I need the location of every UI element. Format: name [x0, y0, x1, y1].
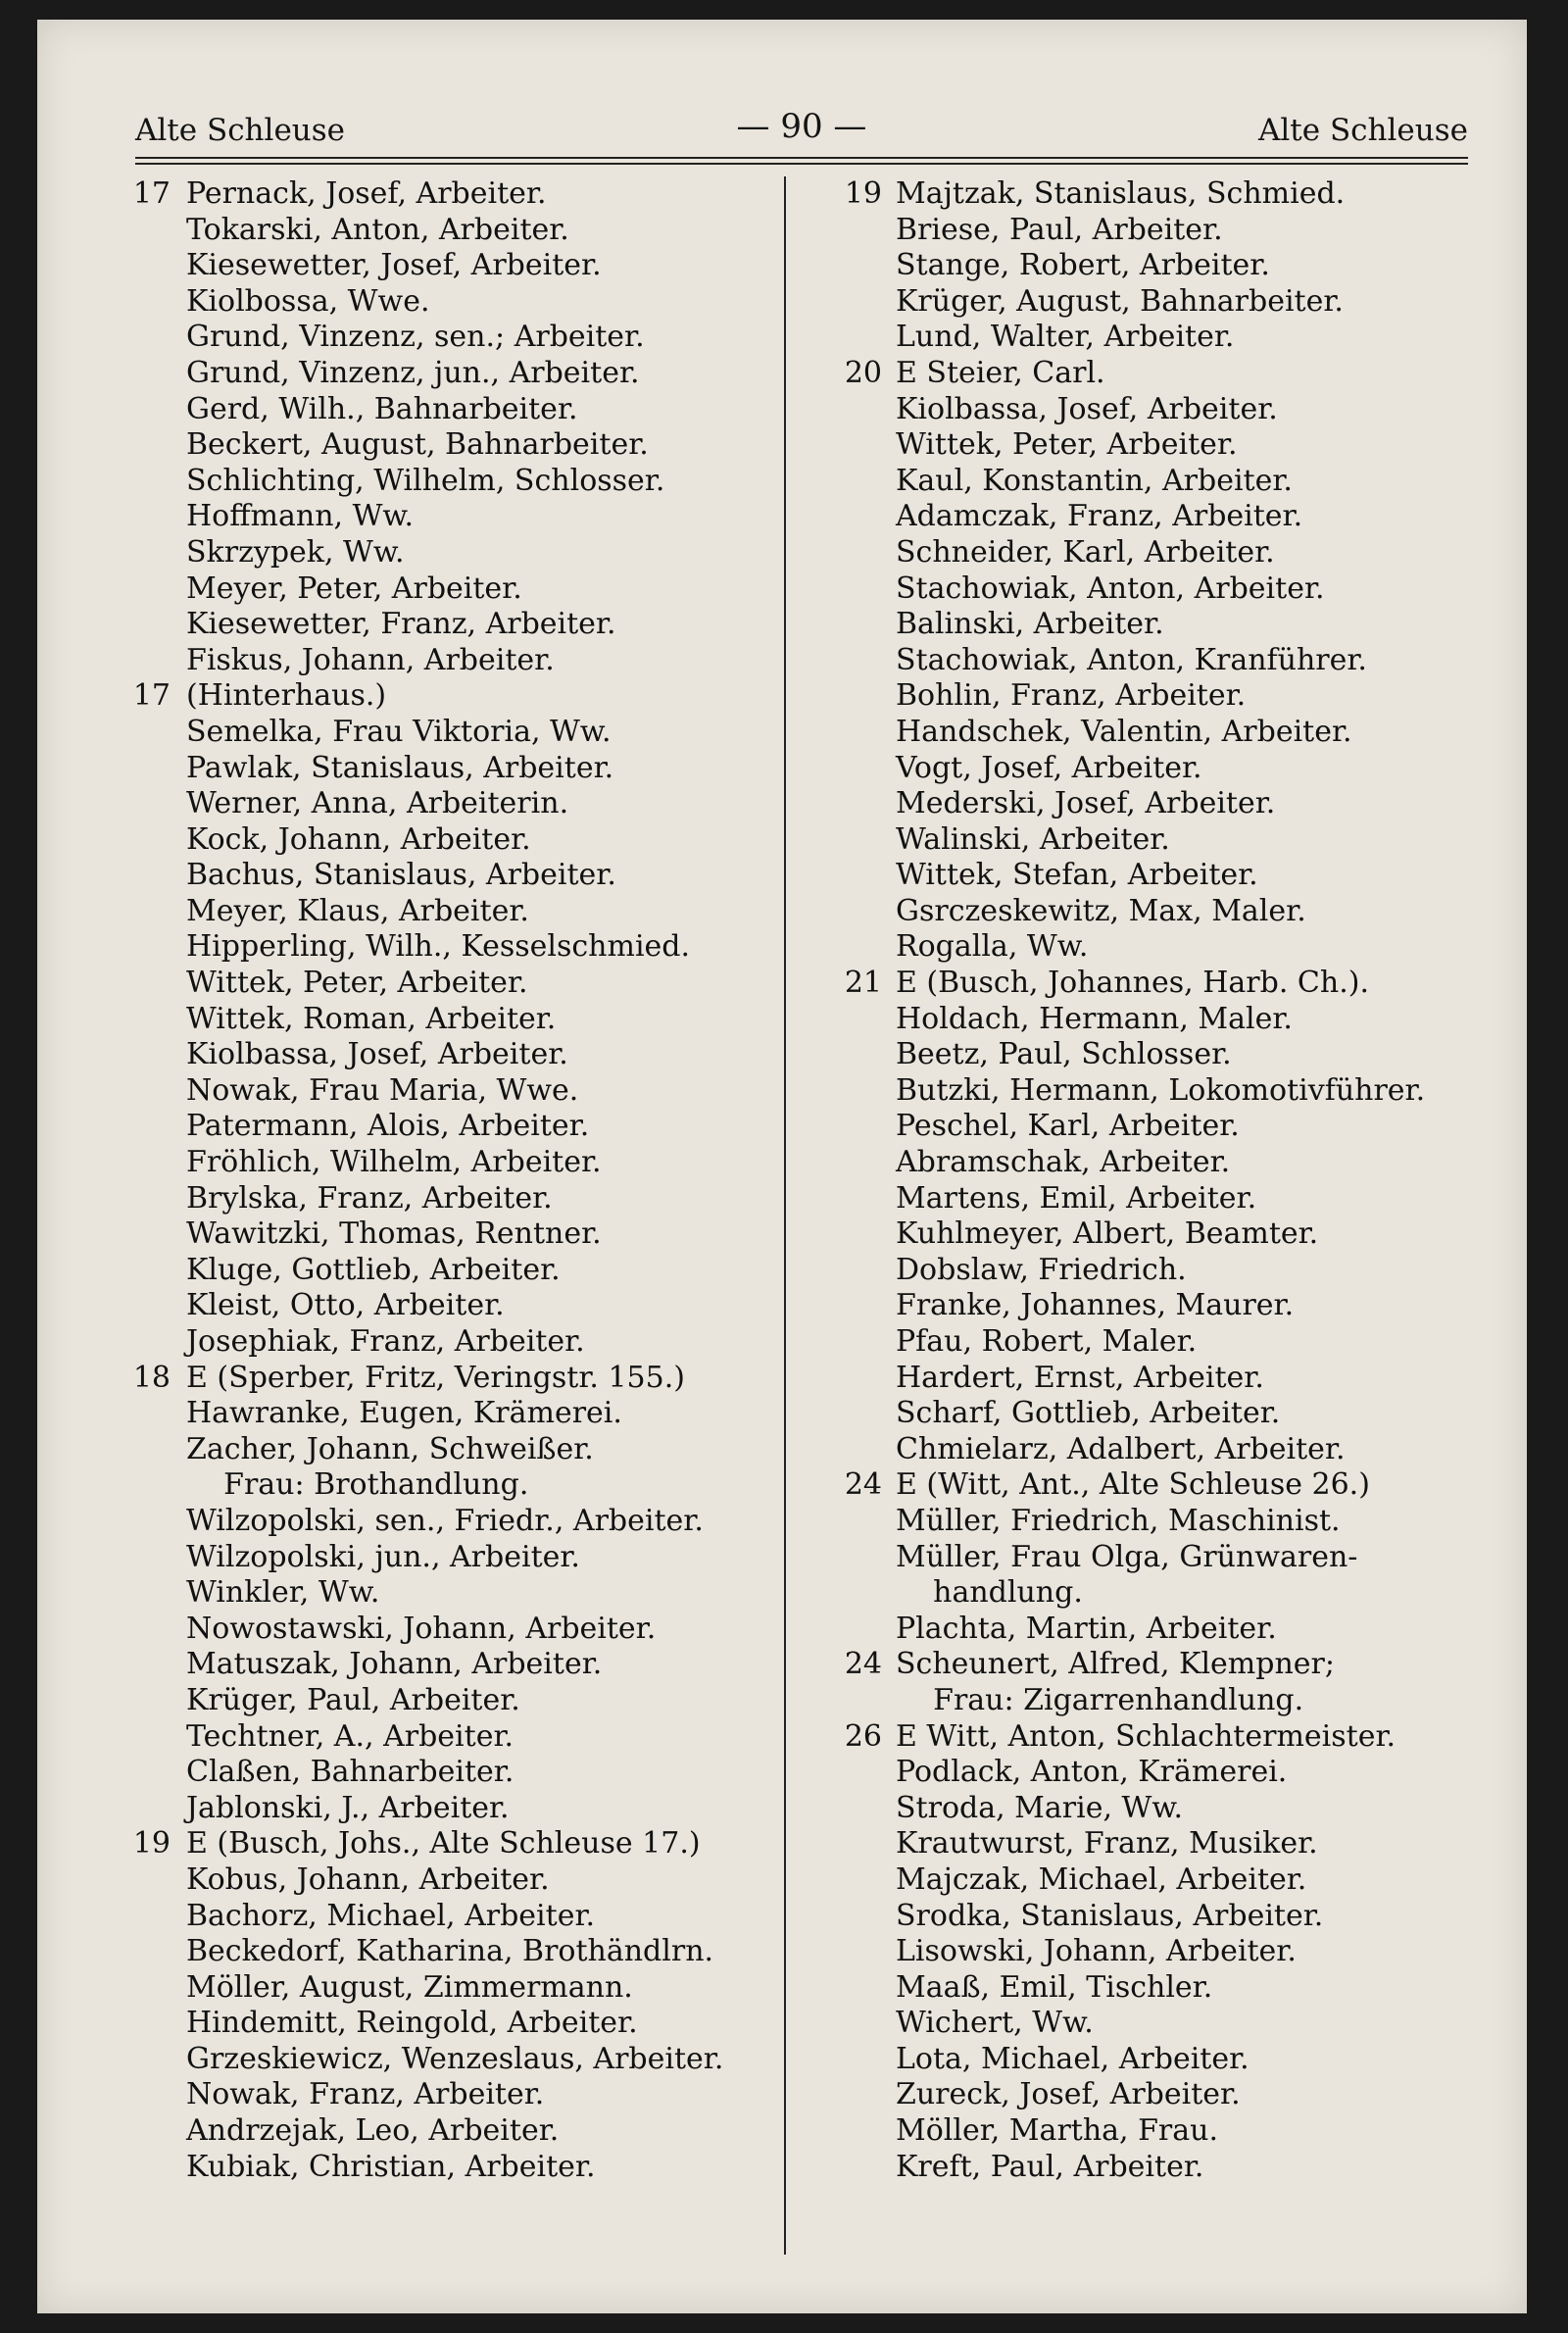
resident-entry: Nowak, Franz, Arbeiter. [186, 2077, 545, 2112]
resident-entry: Holdach, Hermann, Maler. [896, 1001, 1293, 1036]
directory-entry [106, 2077, 792, 2113]
resident-entry: Hardert, Ernst, Arbeiter. [896, 1360, 1264, 1395]
resident-entry: Müller, Frau Olga, Grünwaren- [896, 1539, 1358, 1574]
directory-entry [821, 1791, 1488, 1827]
directory-entry [106, 1540, 792, 1576]
resident-entry: Zureck, Josef, Arbeiter. [896, 2077, 1241, 2112]
house-number: 20 [844, 355, 882, 390]
resident-entry: Wittek, Stefan, Arbeiter. [896, 858, 1258, 893]
directory-entry [106, 929, 792, 966]
directory-entry [106, 1647, 792, 1683]
resident-entry: Martens, Emil, Arbeiter. [896, 1180, 1257, 1216]
resident-entry: Wittek, Roman, Arbeiter. [186, 1001, 557, 1036]
resident-entry: Kock, Johann, Arbeiter. [186, 821, 531, 857]
house-number: 26 [844, 1718, 882, 1754]
resident-entry: E Steier, Carl. [896, 355, 1105, 390]
directory-entry [106, 427, 792, 464]
directory-entry [821, 2150, 1488, 2186]
directory-entry [821, 2042, 1488, 2078]
directory-entry [821, 2077, 1488, 2113]
directory-entry [106, 894, 792, 930]
directory-entry [821, 1216, 1488, 1253]
directory-entry [106, 1467, 792, 1504]
directory-entry [821, 715, 1488, 751]
directory-entry [106, 176, 792, 213]
left-column [106, 176, 792, 2185]
resident-entry: Techtner, A., Arbeiter. [186, 1718, 514, 1754]
directory-entry [106, 1361, 792, 1397]
resident-entry: Wittek, Peter, Arbeiter. [186, 966, 528, 1001]
directory-entry [821, 894, 1488, 930]
resident-entry: Wittek, Peter, Arbeiter. [896, 427, 1238, 463]
resident-entry: Stange, Robert, Arbeiter. [896, 248, 1270, 283]
directory-entry [106, 1826, 792, 1862]
directory-entry [821, 1647, 1488, 1683]
directory-entry [106, 715, 792, 751]
right-column [821, 176, 1488, 2185]
resident-entry: Meyer, Peter, Arbeiter. [186, 571, 522, 606]
resident-entry: Rogalla, Ww. [896, 929, 1089, 965]
directory-entry [821, 858, 1488, 894]
directory-entry [821, 1612, 1488, 1648]
directory-entry [106, 678, 792, 715]
resident-entry: Wilzopolski, sen., Friedr., Arbeiter. [186, 1503, 704, 1538]
directory-entry [106, 1109, 792, 1145]
directory-entry [106, 1791, 792, 1827]
directory-entry [821, 678, 1488, 715]
directory-entry [106, 1288, 792, 1324]
directory-entry [106, 607, 792, 643]
resident-entry: Kiolbassa, Josef, Arbeiter. [896, 391, 1278, 426]
resident-entry: Fiskus, Johann, Arbeiter. [186, 642, 555, 677]
page-number: — 90 — [736, 107, 867, 146]
directory-entry [106, 1324, 792, 1361]
directory-entry [821, 1432, 1488, 1468]
resident-entry: Kiolbassa, Josef, Arbeiter. [186, 1037, 568, 1072]
resident-entry: Schlichting, Wilhelm, Schlosser. [186, 463, 665, 498]
resident-entry: Winkler, Ww. [186, 1575, 380, 1611]
resident-entry: Peschel, Karl, Arbeiter. [896, 1109, 1240, 1144]
resident-entry: Walinski, Arbeiter. [896, 821, 1170, 857]
directory-entry [106, 858, 792, 894]
house-number: 24 [844, 1467, 882, 1503]
directory-entry [106, 464, 792, 500]
resident-entry: Podlack, Anton, Krämerei. [896, 1755, 1288, 1790]
directory-entry [821, 176, 1488, 213]
resident-entry: Matuszak, Johann, Arbeiter. [186, 1647, 603, 1682]
directory-entry [106, 1504, 792, 1540]
house-number: 18 [132, 1360, 171, 1395]
resident-entry: Majtzak, Stanislaus, Schmied. [896, 176, 1346, 211]
directory-entry [106, 1755, 792, 1791]
directory-entry [106, 1073, 792, 1110]
directory-entry [821, 929, 1488, 966]
resident-entry: Wilzopolski, jun., Arbeiter. [186, 1539, 580, 1574]
directory-entry [821, 966, 1488, 1002]
resident-entry: Claßen, Bahnarbeiter. [186, 1755, 514, 1790]
resident-entry: Kuhlmeyer, Albert, Beamter. [896, 1216, 1319, 1252]
directory-entry [106, 2006, 792, 2042]
running-head-right: Alte Schleuse [1257, 113, 1468, 148]
resident-entry: Kiesewetter, Josef, Arbeiter. [186, 248, 602, 283]
resident-entry: Handschek, Valentin, Arbeiter. [896, 714, 1352, 749]
directory-entry [821, 2006, 1488, 2042]
directory-entry [106, 1899, 792, 1935]
resident-entry: Lota, Michael, Arbeiter. [896, 2041, 1250, 2076]
directory-entry [821, 248, 1488, 284]
resident-entry: Briese, Paul, Arbeiter. [896, 212, 1223, 247]
resident-entry: Frau: Brothandlung. [186, 1467, 529, 1503]
resident-entry: Scharf, Gottlieb, Arbeiter. [896, 1396, 1281, 1431]
resident-entry: Josephiak, Franz, Arbeiter. [186, 1324, 585, 1359]
resident-entry: Möller, August, Zimmermann. [186, 1969, 633, 2005]
resident-entry: Dobslaw, Friedrich. [896, 1252, 1187, 1287]
resident-entry: Adamczak, Franz, Arbeiter. [896, 499, 1303, 534]
resident-entry: handlung. [896, 1575, 1083, 1611]
directory-entry [821, 1361, 1488, 1397]
directory-entry [821, 1396, 1488, 1432]
directory-entry [106, 966, 792, 1002]
directory-entry [821, 1575, 1488, 1612]
directory-entry [821, 571, 1488, 608]
directory-entry [106, 1719, 792, 1756]
directory-entry [821, 607, 1488, 643]
resident-entry: Wawitzki, Thomas, Rentner. [186, 1216, 602, 1252]
directory-entry [106, 1862, 792, 1899]
house-number: 24 [844, 1647, 882, 1682]
resident-entry: Abramschak, Arbeiter. [896, 1145, 1231, 1180]
house-number: 17 [132, 176, 171, 211]
resident-entry: E (Witt, Ant., Alte Schleuse 26.) [896, 1467, 1370, 1503]
resident-entry: (Hinterhaus.) [186, 678, 387, 714]
header-rule-bottom [135, 163, 1468, 165]
directory-entry [106, 786, 792, 822]
resident-entry: Beetz, Paul, Schlosser. [896, 1037, 1232, 1072]
resident-entry: Gerd, Wilh., Bahnarbeiter. [186, 391, 578, 426]
resident-entry: Plachta, Martin, Arbeiter. [896, 1611, 1277, 1646]
directory-entry [821, 1504, 1488, 1540]
resident-entry: E (Busch, Johs., Alte Schleuse 17.) [186, 1826, 701, 1861]
resident-entry: Jablonski, J., Arbeiter. [186, 1790, 510, 1825]
resident-entry: Bachorz, Michael, Arbeiter. [186, 1898, 596, 1933]
directory-entry [106, 1575, 792, 1612]
resident-entry: Brylska, Franz, Arbeiter. [186, 1180, 553, 1216]
resident-entry: Frau: Zigarrenhandlung. [896, 1682, 1304, 1717]
directory-entry [821, 1719, 1488, 1756]
resident-entry: Franke, Johannes, Maurer. [896, 1288, 1295, 1323]
resident-entry: Majczak, Michael, Arbeiter. [896, 1861, 1307, 1897]
resident-entry: Fröhlich, Wilhelm, Arbeiter. [186, 1145, 602, 1180]
directory-entry [106, 2042, 792, 2078]
house-number: 19 [844, 176, 882, 211]
directory-entry [106, 1970, 792, 2007]
directory-entry [106, 1683, 792, 1719]
resident-entry: Nowostawski, Johann, Arbeiter. [186, 1611, 657, 1646]
resident-entry: Chmielarz, Adalbert, Arbeiter. [896, 1431, 1346, 1466]
directory-entry [106, 571, 792, 608]
resident-entry: Pfau, Robert, Maler. [896, 1324, 1198, 1359]
resident-entry: E Witt, Anton, Schlachtermeister. [896, 1718, 1396, 1754]
header-rule-top [135, 157, 1468, 159]
resident-entry: Stroda, Marie, Ww. [896, 1790, 1184, 1825]
directory-entry [106, 1612, 792, 1648]
directory-entry [106, 356, 792, 392]
resident-entry: Bohlin, Franz, Arbeiter. [896, 678, 1247, 714]
resident-entry: Stachowiak, Anton, Kranführer. [896, 642, 1367, 677]
resident-entry: Maaß, Emil, Tischler. [896, 1969, 1213, 2005]
directory-entry [106, 535, 792, 571]
directory-entry [106, 643, 792, 679]
resident-entry: Pawlak, Stanislaus, Arbeiter. [186, 750, 614, 785]
directory-entry [821, 822, 1488, 859]
resident-entry: Semelka, Frau Viktoria, Ww. [186, 714, 612, 749]
house-number: 17 [132, 678, 171, 714]
directory-entry [821, 643, 1488, 679]
directory-entry [821, 1037, 1488, 1073]
directory-entry [821, 356, 1488, 392]
resident-entry: Andrzejak, Leo, Arbeiter. [186, 2113, 560, 2149]
directory-entry [821, 427, 1488, 464]
directory-entry [106, 284, 792, 321]
resident-entry: E (Busch, Johannes, Harb. Ch.). [896, 966, 1369, 1001]
resident-entry: Hipperling, Wilh., Kesselschmied. [186, 929, 691, 965]
house-number: 19 [132, 1826, 171, 1861]
directory-entry [821, 2113, 1488, 2150]
directory-entry [821, 464, 1488, 500]
directory-entry [821, 213, 1488, 249]
column-divider [784, 176, 786, 2255]
resident-entry: Möller, Martha, Frau. [896, 2113, 1219, 2149]
directory-entry [106, 1253, 792, 1289]
directory-entry [821, 1826, 1488, 1862]
directory-entry [106, 248, 792, 284]
directory-entry [821, 751, 1488, 787]
resident-entry: Hindemitt, Reingold, Arbeiter. [186, 2006, 638, 2041]
directory-entry [821, 535, 1488, 571]
directory-entry [106, 1216, 792, 1253]
directory-entry [821, 786, 1488, 822]
resident-entry: Stachowiak, Anton, Arbeiter. [896, 571, 1325, 606]
resident-entry: Grund, Vinzenz, jun., Arbeiter. [186, 355, 640, 390]
resident-entry: Kubiak, Christian, Arbeiter. [186, 2149, 596, 2184]
resident-entry: Werner, Anna, Arbeiterin. [186, 786, 569, 821]
directory-entry [821, 1467, 1488, 1504]
resident-entry: Krüger, Paul, Arbeiter. [186, 1682, 520, 1717]
resident-entry: Srodka, Stanislaus, Arbeiter. [896, 1898, 1324, 1933]
resident-entry: Bachus, Stanislaus, Arbeiter. [186, 858, 616, 893]
directory-entry [821, 1002, 1488, 1038]
directory-entry [821, 1073, 1488, 1110]
directory-entry [821, 1145, 1488, 1181]
resident-entry: Patermann, Alois, Arbeiter. [186, 1109, 590, 1144]
directory-entry [821, 1181, 1488, 1217]
resident-entry: Kleist, Otto, Arbeiter. [186, 1288, 505, 1323]
resident-entry: Meyer, Klaus, Arbeiter. [186, 893, 529, 928]
directory-entry [106, 1002, 792, 1038]
directory-entry [106, 499, 792, 535]
resident-entry: Beckert, August, Bahnarbeiter. [186, 427, 649, 463]
resident-entry: Hawranke, Eugen, Krämerei. [186, 1396, 622, 1431]
directory-entry [106, 213, 792, 249]
directory-entry [821, 392, 1488, 428]
resident-entry: Lund, Walter, Arbeiter. [896, 320, 1235, 355]
resident-entry: Kaul, Konstantin, Arbeiter. [896, 463, 1293, 498]
resident-entry: Schneider, Karl, Arbeiter. [896, 534, 1275, 570]
directory-entry [106, 2113, 792, 2150]
directory-entry [821, 1862, 1488, 1899]
directory-entry [821, 1970, 1488, 2007]
directory-entry [106, 1037, 792, 1073]
resident-entry: Nowak, Frau Maria, Wwe. [186, 1072, 579, 1108]
resident-entry: Lisowski, Johann, Arbeiter. [896, 1934, 1297, 1969]
directory-entry [821, 1288, 1488, 1324]
directory-entry [106, 1181, 792, 1217]
document-page [37, 20, 1527, 2313]
directory-entry [821, 1540, 1488, 1576]
page-header [135, 93, 1468, 152]
resident-entry: Butzki, Hermann, Lokomotivführer. [896, 1072, 1426, 1108]
directory-entry [106, 1396, 792, 1432]
directory-entry [106, 392, 792, 428]
resident-entry: Gsrczeskewitz, Max, Maler. [896, 893, 1306, 928]
directory-entry [821, 320, 1488, 356]
resident-entry: Beckedorf, Katharina, Brothändlrn. [186, 1934, 714, 1969]
resident-entry: Grund, Vinzenz, sen.; Arbeiter. [186, 320, 645, 355]
directory-entry [821, 1683, 1488, 1719]
resident-entry: Mederski, Josef, Arbeiter. [896, 786, 1276, 821]
resident-entry: Pernack, Josef, Arbeiter. [186, 176, 547, 211]
directory-entry [821, 1899, 1488, 1935]
directory-entry [106, 320, 792, 356]
directory-entry [106, 751, 792, 787]
resident-entry: Müller, Friedrich, Maschinist. [896, 1503, 1341, 1538]
resident-entry: Kluge, Gottlieb, Arbeiter. [186, 1252, 561, 1287]
resident-entry: Tokarski, Anton, Arbeiter. [186, 212, 569, 247]
directory-entry [106, 1432, 792, 1468]
running-head-left: Alte Schleuse [135, 113, 346, 148]
directory-entry [821, 1324, 1488, 1361]
resident-entry: Kiolbossa, Wwe. [186, 283, 430, 319]
resident-entry: Krautwurst, Franz, Musiker. [896, 1826, 1318, 1861]
resident-entry: Grzeskiewicz, Wenzeslaus, Arbeiter. [186, 2041, 724, 2076]
directory-entry [821, 1934, 1488, 1970]
resident-entry: E (Sperber, Fritz, Veringstr. 155.) [186, 1360, 685, 1395]
house-number: 21 [844, 966, 882, 1001]
resident-entry: Zacher, Johann, Schweißer. [186, 1431, 594, 1466]
directory-entry [106, 1145, 792, 1181]
resident-entry: Krüger, August, Bahnarbeiter. [896, 283, 1344, 319]
directory-entry [106, 822, 792, 859]
resident-entry: Skrzypek, Ww. [186, 534, 405, 570]
resident-entry: Kiesewetter, Franz, Arbeiter. [186, 607, 616, 642]
resident-entry: Wichert, Ww. [896, 2006, 1094, 2041]
directory-entry [821, 284, 1488, 321]
resident-entry: Vogt, Josef, Arbeiter. [896, 750, 1202, 785]
directory-entry [821, 1253, 1488, 1289]
directory-entry [106, 1934, 792, 1970]
resident-entry: Hoffmann, Ww. [186, 499, 415, 534]
resident-entry: Kobus, Johann, Arbeiter. [186, 1861, 550, 1897]
directory-entry [821, 499, 1488, 535]
directory-entry [821, 1755, 1488, 1791]
resident-entry: Kreft, Paul, Arbeiter. [896, 2149, 1204, 2184]
resident-entry: Scheunert, Alfred, Klempner; [896, 1647, 1335, 1682]
directory-entry [821, 1109, 1488, 1145]
directory-entry [106, 2150, 792, 2186]
resident-entry: Balinski, Arbeiter. [896, 607, 1164, 642]
